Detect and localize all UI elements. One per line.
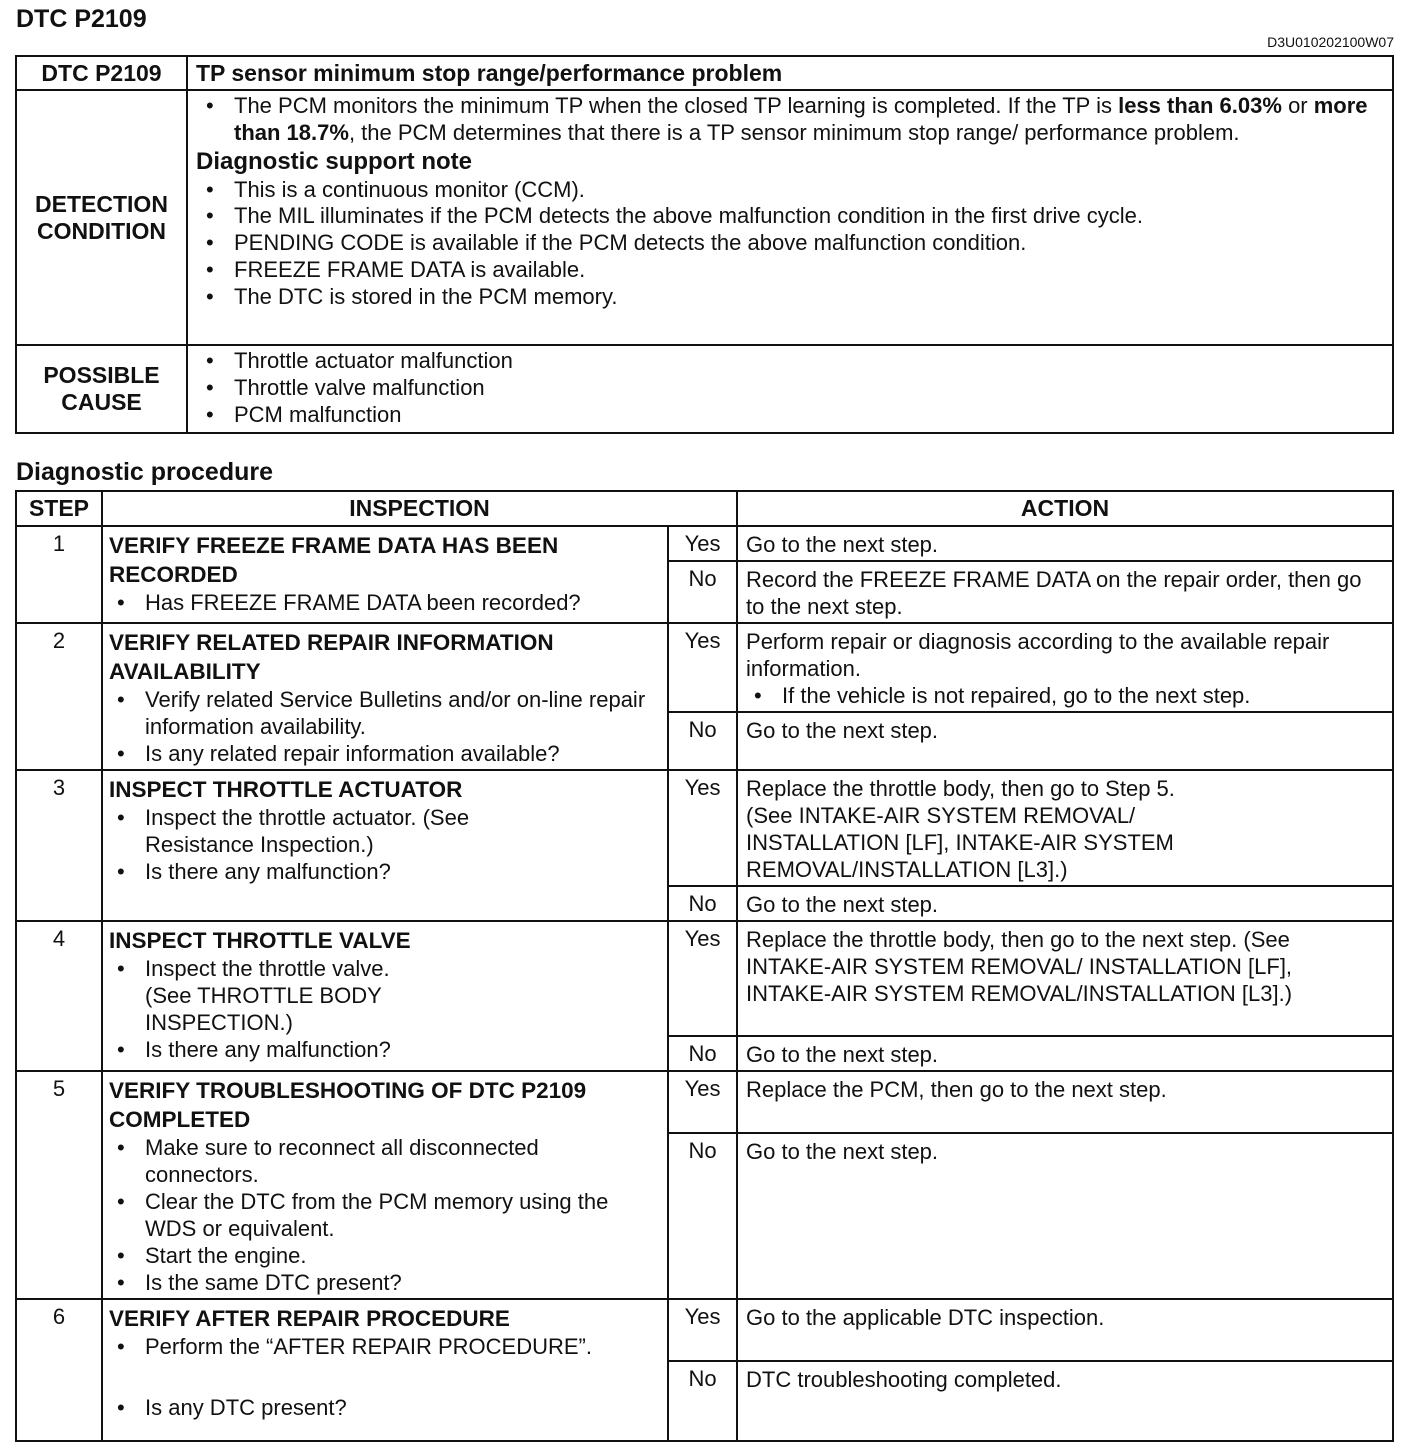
yes-action: Replace the throttle body, then go to Step 5. (See INTAKE-AIR SYSTEM REMOVAL/ INSTALLATION [LF], INTAKE-AIR SYSTEM REMOVAL/INSTALLATION [L3].) — [737, 770, 1393, 886]
support-note-item: • The DTC is stored in the PCM memory. — [204, 284, 1384, 311]
support-note-heading: Diagnostic support note — [196, 147, 472, 175]
inspection-item: • Is there any malfunction? — [115, 858, 661, 885]
action-column-header: ACTION — [737, 491, 1393, 526]
yes-label: Yes — [668, 1071, 737, 1133]
yes-action: Replace the throttle body, then go to the next step. (See INTAKE-AIR SYSTEM REMOVAL/ INSTALLATION [LF], INTAKE-AIR SYSTEM REMOVAL/INSTALLATION [L3].) — [737, 921, 1393, 1036]
cause-item: • Throttle actuator malfunction — [204, 348, 1384, 375]
support-note-item: • PENDING CODE is available if the PCM detects the above malfunction condition. — [204, 230, 1384, 257]
step-row-2 — [16, 623, 1393, 712]
step-inspection — [102, 921, 668, 1071]
no-action: Go to the next step. — [737, 712, 1393, 770]
inspection-title: INSPECT THROTTLE ACTUATOR — [109, 777, 463, 802]
no-action: Go to the next step. — [737, 886, 1393, 921]
inspection-item: • Perform the “AFTER REPAIR PROCEDURE”. — [115, 1333, 661, 1360]
no-label: No — [668, 1133, 737, 1299]
yes-action-subitem: • If the vehicle is not repaired, go to the next step. — [752, 682, 1384, 709]
inspection-item: • Is any related repair information available? — [115, 740, 661, 767]
step-row-5 — [16, 1071, 1393, 1133]
inspection-title: VERIFY TROUBLESHOOTING OF DTC P2109 COMPLETED — [109, 1078, 587, 1132]
step-inspection — [102, 526, 668, 623]
yes-action: Go to the applicable DTC inspection. — [737, 1299, 1393, 1361]
yes-label: Yes — [668, 770, 737, 886]
support-note-item: • This is a continuous monitor (CCM). — [204, 177, 1384, 204]
step-number: 6 — [16, 1299, 102, 1441]
inspection-title: VERIFY RELATED REPAIR INFORMATION AVAILABILITY — [109, 630, 554, 684]
yes-label: Yes — [668, 921, 737, 1036]
inspection-column-header: INSPECTION — [102, 491, 737, 526]
yes-label: Yes — [668, 623, 737, 712]
inspection-title: INSPECT THROTTLE VALVE — [109, 928, 411, 953]
step-inspection — [102, 770, 668, 921]
yes-action: Replace the PCM, then go to the next step. — [737, 1071, 1393, 1133]
no-action: Record the FREEZE FRAME DATA on the repair order, then go to the next step. — [737, 561, 1393, 623]
inspection-item: • Inspect the throttle valve. (See THROTTLE BODY INSPECTION.) — [115, 955, 415, 1036]
inspection-item: • Make sure to reconnect all disconnected connectors. — [115, 1134, 605, 1188]
step-number: 5 — [16, 1071, 102, 1299]
support-note-list — [204, 177, 1384, 311]
inspection-item: • Is any DTC present? — [115, 1394, 661, 1421]
detection-condition-text: • The PCM monitors the minimum TP when the closed TP learning is completed. If the TP is less than 6.03% or more than 18.7%, the PCM determines that there is a TP sensor minimum stop range/ performance problem. — [204, 93, 1384, 147]
possible-cause-label: POSSIBLE CAUSE — [16, 345, 187, 433]
step-row-4 — [16, 921, 1393, 1036]
dtc-description-cell: TP sensor minimum stop range/performance problem — [187, 56, 1393, 90]
step-number: 3 — [16, 770, 102, 921]
inspection-item: • Is there any malfunction? — [115, 1036, 661, 1063]
inspection-title: VERIFY AFTER REPAIR PROCEDURE — [109, 1306, 510, 1331]
step-inspection — [102, 623, 668, 770]
cause-item: • Throttle valve malfunction — [204, 375, 1384, 402]
document-id: D3U010202100W07 — [1267, 34, 1394, 50]
no-label: No — [668, 712, 737, 770]
possible-cause-cell — [187, 345, 1393, 433]
yes-action: Go to the next step. — [737, 526, 1393, 561]
inspection-item: • Has FREEZE FRAME DATA been recorded? — [115, 589, 661, 616]
step-row-3 — [16, 770, 1393, 886]
diagnostic-procedure-table — [15, 490, 1394, 1442]
step-number: 4 — [16, 921, 102, 1071]
step-inspection — [102, 1071, 668, 1299]
yes-label: Yes — [668, 526, 737, 561]
dtc-code-cell: DTC P2109 — [16, 56, 187, 90]
no-label: No — [668, 886, 737, 921]
inspection-item: • Start the engine. — [115, 1242, 661, 1269]
step-number: 1 — [16, 526, 102, 623]
support-note-item: • The MIL illuminates if the PCM detects the above malfunction condition in the first drive cycle. — [204, 203, 1384, 230]
no-label: No — [668, 561, 737, 623]
no-label: No — [668, 1036, 737, 1071]
step-number: 2 — [16, 623, 102, 770]
detection-condition-label: DETECTION CONDITION — [16, 90, 187, 345]
step-row-6 — [16, 1299, 1393, 1361]
inspection-title: VERIFY FREEZE FRAME DATA HAS BEEN RECORDED — [109, 533, 559, 587]
inspection-item: • Inspect the throttle actuator. (See Resistance Inspection.) — [115, 804, 475, 858]
no-action: DTC troubleshooting completed. — [737, 1361, 1393, 1441]
step-column-header: STEP — [16, 491, 102, 526]
yes-action-cell — [737, 623, 1393, 712]
procedure-heading: Diagnostic procedure — [16, 458, 273, 486]
no-action: Go to the next step. — [737, 1036, 1393, 1071]
step-row-1 — [16, 526, 1393, 561]
inspection-item: • Verify related Service Bulletins and/or on-line repair information availability. — [115, 686, 661, 740]
dtc-summary-table — [15, 55, 1394, 434]
no-action: Go to the next step. — [737, 1133, 1393, 1299]
inspection-item: • Clear the DTC from the PCM memory using the WDS or equivalent. — [115, 1188, 645, 1242]
no-label: No — [668, 1361, 737, 1441]
support-note-item: • FREEZE FRAME DATA is available. — [204, 257, 1384, 284]
cause-item: • PCM malfunction — [204, 402, 1384, 429]
step-inspection — [102, 1299, 668, 1441]
page-title: DTC P2109 — [16, 5, 147, 33]
yes-label: Yes — [668, 1299, 737, 1361]
detection-condition-cell — [187, 90, 1393, 345]
inspection-item: • Is the same DTC present? — [115, 1269, 661, 1296]
yes-action: Perform repair or diagnosis according to the available repair information. — [746, 629, 1330, 681]
